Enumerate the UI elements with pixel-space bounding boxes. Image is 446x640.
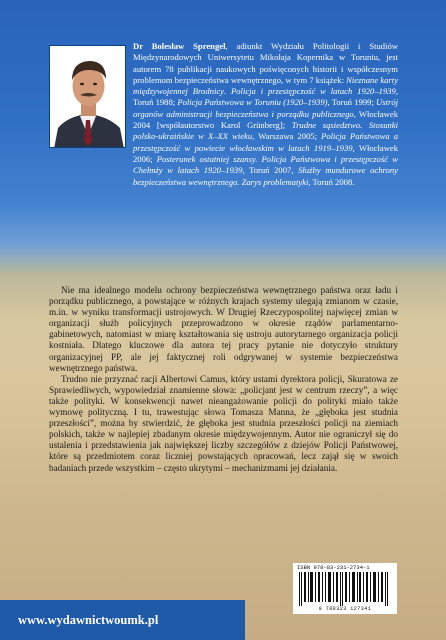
book-info-7: , Toruń 2007, bbox=[242, 165, 299, 176]
book-title-8: Służby mundurowe ochrony bezpieczeństwa wewnętrznego. Zarys problematyki bbox=[133, 165, 398, 187]
description-paragraph-1: Nie ma idealnego modelu ochrony bezpieczeństwa wewnętrznego państwa oraz ładu i porządku publicznego, a powstające w różnych krajach systemy ulegają zmianom w czasie, m.in. w wyniku transformacji ustrojowych. W Drugiej Rzeczypospolitej najwięcej zmian w organizacji służb policyjnych przeprowadzono w okresie rządów parlamentarno-gabinetowych, natomiast w miarę kształtowania się ustroju autorytarnego organizacja policji kostniała. Dlatego kluczowe dla autora tej pracy pytanie nie dotyczyło struktury organizacyjnej PP, ale jej faktycznej roli odgrywanej w systemie bezpieczeństwa wewnętrznego państwa. bbox=[49, 285, 398, 373]
bio-intro: , adiunkt Wydziału Politologii i Studiów Międzynarodowych Uniwersytetu Mikołaja Kopernika w Toruniu, jest autorem 78 publikacji naukowych poświęconych historii i współczesnym problemom bezpieczeństwa wewnętrznego, w tym 7 książek: bbox=[133, 41, 398, 85]
book-title-7: Posterunek ostatniej szansy. Policja Państwowa i przestępczość w Chełmży w latach 1920–1939 bbox=[133, 153, 398, 176]
book-description bbox=[49, 285, 398, 474]
book-title-5: Trudne sąsiedztwo. Stosunki polsko-ukraińskie w X–XX wieku bbox=[133, 120, 398, 142]
book-info-3: , Toruń 1999; bbox=[327, 97, 377, 108]
book-title-6: Policja Państwowa a przestępczość w powiecie włocławskim w latach 1919–1939 bbox=[133, 131, 399, 153]
book-info-8: , Toruń 2008. bbox=[308, 176, 355, 187]
author-name: Dr Bolesław Sprengel bbox=[133, 41, 226, 51]
barcode-digits: 9 788323 127341 bbox=[318, 606, 372, 612]
book-info-2: , Toruń 1988; bbox=[133, 86, 398, 108]
book-title-4: Ustrój organów administracji bezpieczeństwa i porządku publicznego bbox=[133, 97, 398, 119]
publisher-url-bar bbox=[0, 600, 245, 640]
book-info-5: , Warszawa 2005; bbox=[252, 131, 322, 142]
book-title-1: Nieznane karty międzywojennej Brodnicy bbox=[133, 74, 399, 97]
author-portrait-icon bbox=[50, 46, 126, 148]
book-info-6: , Włocławek 2006; bbox=[133, 142, 398, 164]
book-info-4: , Włocławek 2004 [współautorstwo Karol Grünberg]; bbox=[133, 108, 398, 131]
book-title-2: Policja i przestępczość w latach 1920–1939 bbox=[231, 86, 396, 97]
barcode-icon bbox=[297, 572, 393, 606]
author-photo bbox=[49, 45, 126, 148]
author-bio bbox=[133, 41, 398, 188]
description-paragraph-2: Trudno nie przyznać racji Albertowi Camus, który ustami dyrektora policji, Skuratowa ze Sprawiedliwych, wypowiedział znamienne słowa: „policjant jest w centrum rzeczy”, a więc także polityki. W konsekwencji nawet nieangażowanie policji do polityki miało także wymowę polityczną. I tu, trawestując słowa Tomasza Manna, że „głęboka jest studnia przeszłości”, można by stwierdzić, że głęboka jest studnia przeszłości policji na ziemiach polskich, także w najlepiej zbadanym okresie międzywojennym. Autor nie ograniczył się do ustalenia i przedstawienia jak największej liczby szczegółów z dziejów Policji Państwowej, które są przedmiotem coraz liczniej powstających opracowań, lecz zajął się w swoich badaniach przede wszystkim – często ukrytymi – mechanizmami jej działania. bbox=[49, 373, 398, 473]
isbn-barcode-box bbox=[293, 563, 397, 614]
publisher-url-link[interactable]: www.wydawnictwoumk.pl bbox=[18, 613, 159, 627]
bio-sep: . bbox=[223, 86, 232, 97]
book-title-3: Policja Państwowa w Toruniu (1920–1939) bbox=[177, 97, 328, 108]
isbn-label: ISBN 978-83-231-2734-1 bbox=[297, 564, 370, 571]
